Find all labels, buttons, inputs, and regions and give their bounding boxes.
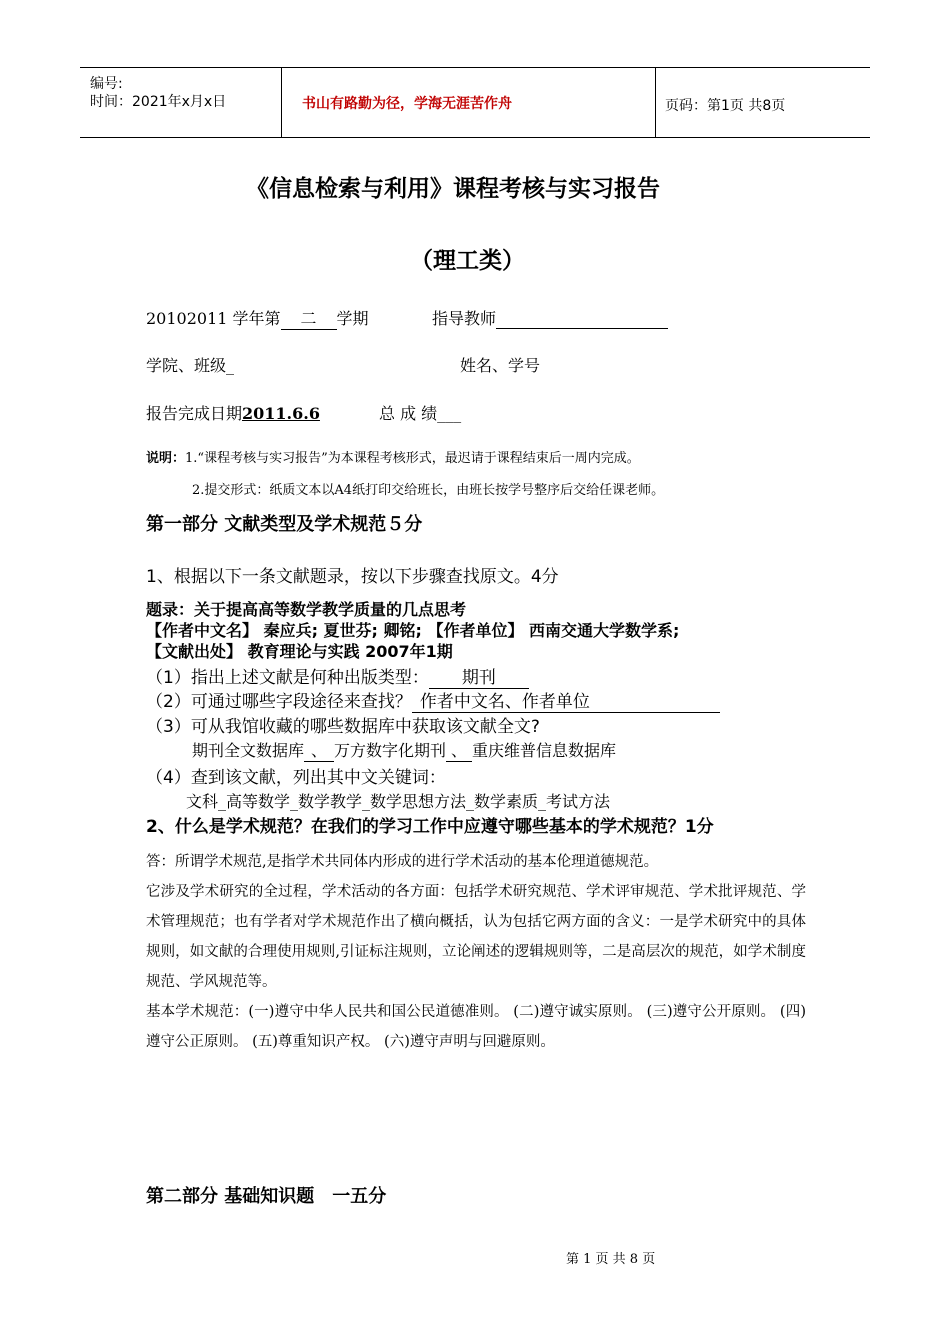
date-line [146,401,320,424]
sub4-question: （4）查到该文献，列出其中文关键词： [146,768,446,788]
code-label: 编号: [90,76,123,92]
question-1: 1、根据以下一条文献题录，按以下步骤查找原文。4分 [146,567,559,587]
sub1-question: （1）指出上述文献是何种出版类型： [146,668,429,688]
motto: 书山有路勤为径，学海无涯苦作舟 [302,96,512,112]
page-footer: 第 1 页 共 8 页 [566,1252,656,1267]
sub1-answer: 期刊 [429,663,529,689]
record-authors: 【作者中文名】 秦应兵; 夏世芬; 卿铭; 【作者单位】 西南交通大学数学系; [146,621,680,640]
sub-question-1 [146,663,529,689]
answer-line-1: 答：所谓学术规范,是指学术共同体内形成的进行学术活动的基本伦理道德规范。 [146,854,659,870]
question-2: 2、什么是学术规范？在我们的学习工作中应遵守哪些基本的学术规范？1分 [146,817,714,837]
teacher-line [432,306,668,329]
note-item-2: 2.提交形式：纸质文本以A4纸打印交给班长，由班长按学号整序后交给任课老师。 [192,483,665,498]
teacher-blank [496,309,668,329]
name-label: 姓名、学号 [460,356,541,375]
year-prefix: 20102011 学年第 [146,309,281,328]
sub3-question: （3）可从我馆收藏的哪些数据库中获取该文献全文? [146,717,540,737]
score-label: 总 成 绩___ [379,404,462,423]
part2-heading: 第二部分 基础知识题 一五分 [146,1186,387,1207]
part1-heading: 第一部分 文献类型及学术规范５分 [146,514,423,535]
page-subtitle: （理工类） [410,248,525,274]
page-title: 《信息检索与利用》课程考核与实习报告 [246,176,660,202]
record-source: 【文献出处】 教育理论与实践 2007年1期 [146,642,453,661]
time-label: 时间：2021年x月x日 [90,94,227,110]
db-3: 重庆维普信息数据库 [472,741,617,760]
db-sep: 、 [304,738,334,762]
header-table [80,67,870,138]
db-2: 万方数字化期刊 [334,741,447,760]
answer-paragraph [146,877,806,1057]
db-1: 期刊全文数据库 [192,741,305,760]
answer-basic-norms: 基本学术规范：(一)遵守中华人民共和国公民道德准则。 (二)遵守诚实原则。 (三)遵守公开原则。 (四)遵守公正原则。 (五)尊重知识产权。 (六)遵守声明与回避原则。 [146,1004,806,1050]
semester-line [146,306,369,330]
semester-value: 二 [281,306,337,330]
record-title: 题录：关于提高高等数学教学质量的几点思考 [146,600,467,619]
teacher-label: 指导教师 [432,309,497,328]
sub4-answer: 文科_高等数学_数学教学_数学思想方法_数学素质_考试方法 [186,792,611,811]
db-sep: 、 [446,738,472,762]
note-item-1: 1.“课程考核与实习报告”为本课程考核形式，最迟请于课程结束后一周内完成。 [185,451,640,466]
note-label: 说明： [146,451,186,466]
sub2-question: （2）可通过哪些字段途径来查找？ [146,692,412,712]
semester-suffix: 学期 [336,309,369,328]
sub3-answer [192,738,616,762]
header-divider [281,68,282,137]
header-divider [655,68,656,137]
note-1 [146,447,640,466]
sub-question-2 [146,687,720,713]
answer-detail: 它涉及学术研究的全过程，学术活动的各方面：包括学术研究规范、学术评审规范、学术批评规范、学术管理规范；也有学者对学术规范作出了横向概括，认为包括它两方面的含义：一是学术研究中的具体规则，如文献的合理使用规则,引证标注规则，立论阐述的逻辑规则等，二是高层次的规范，如学术制度规范、学风规范等。 [146,884,806,990]
sub2-answer: 作者中文名、作者单位 [412,687,720,713]
college-label: 学院、班级_ [146,356,235,375]
page-info: 页码：第1页 共8页 [665,98,786,114]
date-label: 报告完成日期 [146,404,243,423]
date-value: 2011.6.6 [242,404,320,423]
